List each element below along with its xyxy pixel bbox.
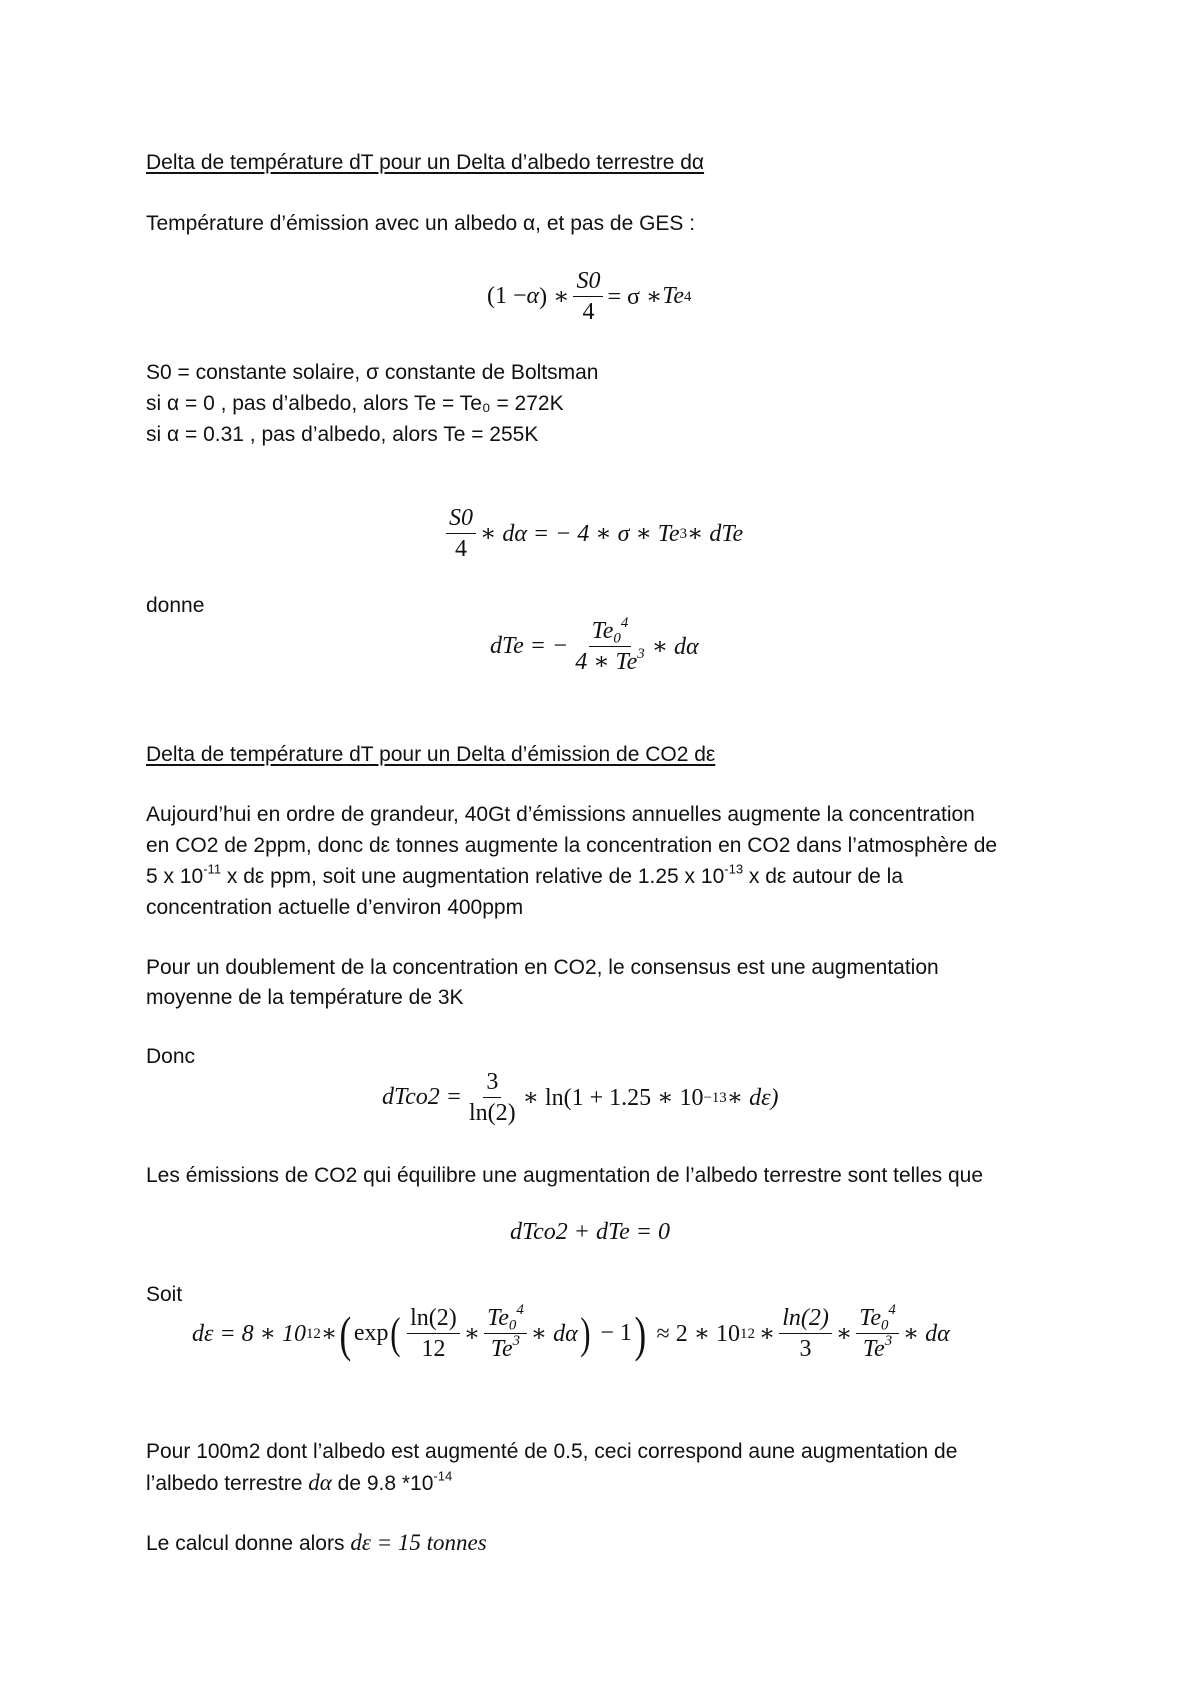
para1-line3-exp2: -13 [724, 861, 744, 877]
eq6-minus-one: − 1 [600, 1320, 632, 1346]
eq2-mid: ∗ dα = − 4 ∗ σ ∗ Te [480, 521, 680, 547]
equation-differential: $\frac{S0}{4}$ ∗ dα = − 4 ∗ σ ∗ Te 3 ∗ dTe [442, 505, 743, 562]
donne-label: donne [146, 594, 205, 617]
eq6-close-paren-inner: ) [579, 1308, 591, 1358]
eq3-lhs: dTe = − [490, 633, 569, 659]
para2-line1: Pour un doublement de la concentration en CO2, le consensus est une augmentation [146, 956, 939, 979]
eq6-f4-num-sub: 0 [880, 1317, 889, 1334]
eq6-f1-num: ln(2) [407, 1305, 460, 1334]
equation-emission: (1 − α ) ∗ $\frac{S0}{4}$ = σ ∗ Te 4 [487, 268, 692, 325]
definition-alpha-031: si α = 0.31 , pas d’albedo, alors Te = 255K [146, 423, 539, 446]
para4-line2-var: dα [308, 1470, 332, 1495]
eq3-denominator [572, 647, 648, 675]
eq3-fraction [572, 614, 648, 675]
para4-line2-b: de 9.8 *10 [331, 1472, 434, 1495]
result-label: Le calcul donne alors [146, 1532, 351, 1555]
eq6-open-paren-outer: ( [339, 1305, 352, 1362]
eq3-num-sub: 0 [613, 630, 621, 647]
eq3-den-exp: 3 [637, 645, 645, 662]
eq1-te: Te [662, 283, 685, 309]
eq4-fraction [466, 1069, 519, 1126]
eq6-f4-den [860, 1334, 895, 1362]
eq6-f4-num-te: Te [859, 1305, 881, 1331]
eq6-f3-num: ln(2) [779, 1305, 832, 1334]
equation-balance: dTco2 + dTe = 0 [510, 1219, 670, 1245]
donc-label: Donc [146, 1045, 196, 1068]
para4-line1: Pour 100m2 dont l’albedo est augmenté de 0.5, ceci correspond aune augmentation de [146, 1440, 958, 1463]
eq6-star: ∗ [320, 1321, 338, 1347]
definition-alpha-zero: si α = 0 , pas d’albedo, alors Te = Te₀ = 272K [146, 392, 564, 415]
eq6-star-a: ∗ [463, 1321, 481, 1347]
eq6-f2-den-exp: 3 [512, 1332, 521, 1349]
eq4-denominator: ln(2) [469, 1100, 516, 1126]
eq6-lhs: dε = 8 ∗ 10 [192, 1321, 306, 1347]
equation-depsilon: dε = 8 ∗ 10 12 ∗ ( exp ( $\frac{\ln(2)}{12}$ ∗ $\frac{Te_0^4}{Te^3}$ ∗ dα ) − 1 ) ≈ 2 ∗ 10 12 ∗ $\frac{\ln(2)}{3}$ ∗ $\frac{Te_0^4}{Te^3}$ ∗ dα [192, 1301, 950, 1362]
eq2-numerator: S0 [446, 505, 476, 534]
eq6-exp-fn: exp [353, 1320, 389, 1346]
section2-title: Delta de température dT pour un Delta d’émission de CO2 dε [146, 743, 716, 766]
eq1-fraction [573, 268, 603, 325]
eq1-rhs-a: = σ ∗ [607, 284, 663, 310]
eq6-fraction-te [484, 1301, 527, 1362]
eq6-f2-num-exp: 4 [516, 1301, 524, 1318]
eq6-close-paren-outer: ) [634, 1305, 647, 1362]
eq6-f1-den: 12 [421, 1336, 446, 1362]
para4-line2-a: l’albedo terrestre [146, 1472, 309, 1495]
eq6-f2-den [488, 1334, 523, 1362]
eq6-f2-num [484, 1301, 527, 1334]
eq4-rhs-a: ∗ ln(1 + 1.25 ∗ 10 [522, 1085, 704, 1111]
section1-intro: Température d’émission avec un albedo α, et pas de GES : [146, 212, 696, 235]
definition-s0: S0 = constante solaire, σ constante de Boltsman [146, 361, 599, 384]
eq6-f2-num-sub: 0 [508, 1317, 517, 1334]
para1-line1: Aujourd’hui en ordre de grandeur, 40Gt d’émissions annuelles augmente la concentration [146, 803, 975, 826]
eq6-f3-den: 3 [799, 1336, 812, 1362]
eq4-numerator: 3 [483, 1069, 501, 1098]
para3: Les émissions de CO2 qui équilibre une augmentation de l’albedo terrestre sont telles que [146, 1164, 984, 1187]
eq1-lhs-a: (1 − [487, 283, 527, 309]
eq1-alpha: α [526, 283, 540, 309]
soit-label: Soit [146, 1283, 183, 1306]
eq1-numerator: S0 [573, 268, 603, 297]
eq6-fraction-ln2-3 [779, 1305, 832, 1362]
eq6-f2-num-te: Te [487, 1305, 509, 1331]
para1-line4: concentration actuelle d’environ 400ppm [146, 896, 524, 919]
eq6-f2-den-te: Te [490, 1336, 513, 1362]
eq6-inner-end: ∗ dα [530, 1321, 578, 1347]
equation-dte [490, 614, 699, 675]
eq6-approx: ≈ 2 ∗ 10 [656, 1321, 741, 1347]
para1-line2: en CO2 de 2ppm, donc dε tonnes augmente la concentration en CO2 dans l’atmosphère de [146, 834, 998, 857]
eq6-f4-den-exp: 3 [884, 1332, 893, 1349]
eq6-fraction-ln2-12 [407, 1305, 460, 1362]
eq3-end: ∗ dα [651, 634, 699, 660]
eq3-num-exp: 4 [620, 614, 629, 631]
eq6-open-paren-inner: ( [390, 1308, 401, 1358]
eq2-fraction [446, 505, 476, 562]
para1-line3-b: x dε ppm, soit une augmentation relative de 1.25 x 10 [221, 865, 725, 888]
eq2-denominator: 4 [455, 536, 467, 562]
eq6-f4-den-te: Te [862, 1336, 885, 1362]
result-line [146, 1527, 487, 1559]
para1-line3-exp1: -11 [203, 861, 222, 877]
para1-line3 [146, 861, 903, 892]
eq1-denominator: 4 [582, 299, 595, 325]
eq4-rhs-b: ∗ dε) [726, 1085, 779, 1111]
eq6-fraction-te-2 [856, 1301, 899, 1362]
eq2-end: ∗ dTe [687, 521, 744, 547]
eq3-den-a: 4 ∗ Te [575, 649, 638, 675]
para2-line2: moyenne de la température de 3K [146, 986, 464, 1009]
equation-dtco2: dTco2 = $\frac{3}{\ln(2)}$ ∗ ln(1 + 1.25 ∗ 10 −13 ∗ dε) [382, 1069, 779, 1126]
eq6-f4-num-exp: 4 [888, 1301, 896, 1318]
section1-title: Delta de température dT pour un Delta d’albedo terrestre dα [146, 151, 705, 174]
eq4-lhs: dTco2 = [382, 1084, 462, 1110]
eq3-num-te: Te [591, 618, 614, 644]
para4-line2-exp: -14 [433, 1468, 453, 1484]
para1-line3-a: 5 x 10 [146, 865, 204, 888]
eq6-f4-num [856, 1301, 899, 1334]
eq6-star-c: ∗ [835, 1321, 853, 1347]
result-equation: dε = 15 tonnes [350, 1530, 487, 1555]
para1-line3-c: x dε autour de la [743, 865, 904, 888]
eq3-numerator [589, 614, 632, 647]
eq6-star-b: ∗ [758, 1321, 776, 1347]
para4-line2 [146, 1467, 452, 1499]
eq6-end: ∗ dα [902, 1321, 950, 1347]
eq1-lhs-b: ) ∗ [539, 284, 570, 310]
